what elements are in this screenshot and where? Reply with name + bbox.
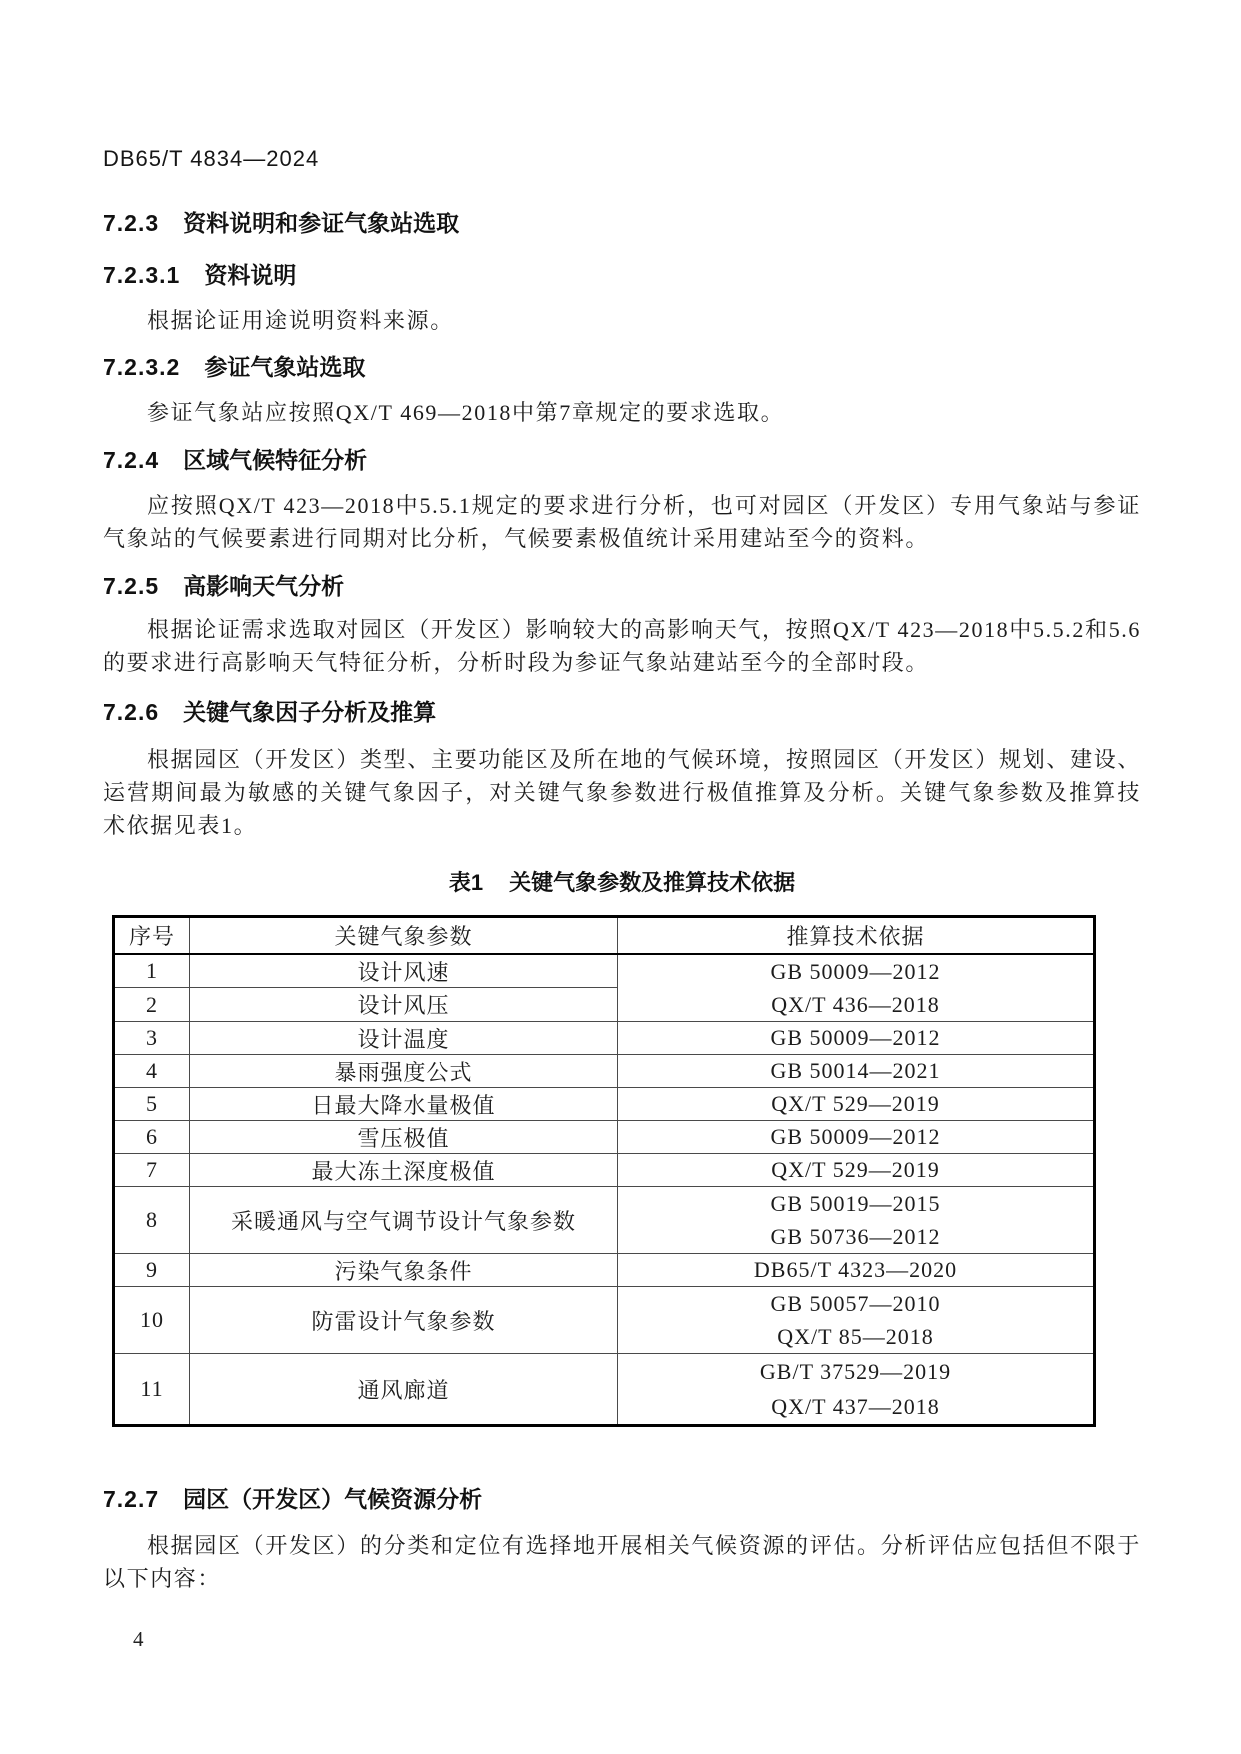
table-row <box>114 1055 1095 1088</box>
table-row <box>114 1088 1095 1121</box>
heading-number: 7.2.3.2 <box>103 354 181 380</box>
paragraph-7-2-7: 根据园区（开发区）的分类和定位有选择地开展相关气候资源的评估。分析评估应包括但不限于以下内容： <box>103 1533 1141 1591</box>
table1-col-param: 关键气象参数 <box>190 917 618 955</box>
cell-seq: 10 <box>114 1287 190 1354</box>
heading-title: 资料说明和参证气象站选取 <box>183 210 460 236</box>
basis-line: GB/T 37529—2019 <box>759 1359 952 1384</box>
paragraph-7-2-3-1: 根据论证用途说明资料来源。 <box>147 308 454 333</box>
cell-param: 最大冻土深度极值 <box>190 1154 618 1187</box>
cell-param: 采暖通风与空气调节设计气象参数 <box>190 1187 618 1254</box>
table-row <box>114 954 1095 988</box>
cell-seq: 4 <box>114 1055 190 1088</box>
heading-number: 7.2.6 <box>103 699 160 725</box>
cell-param: 设计风压 <box>190 988 618 1022</box>
table1-caption-label: 表1 <box>448 870 484 895</box>
cell-param: 日最大降水量极值 <box>190 1088 618 1121</box>
cell-param: 雪压极值 <box>190 1121 618 1154</box>
cell-param: 设计温度 <box>190 1022 618 1055</box>
heading-number: 7.2.4 <box>103 447 160 473</box>
table-row <box>114 1121 1095 1154</box>
table1 <box>112 915 1096 1427</box>
paragraph-7-2-3-2: 参证气象站应按照QX/T 469—2018中第7章规定的要求选取。 <box>147 400 785 425</box>
cell-basis: GB 50009—2012 <box>618 1022 1095 1055</box>
heading-number: 7.2.3 <box>103 210 160 236</box>
heading-number: 7.2.3.1 <box>103 262 181 288</box>
cell-basis: QX/T 529—2019 <box>618 1088 1095 1121</box>
page-content <box>103 0 1141 1653</box>
table-row <box>114 1187 1095 1254</box>
basis-line: QX/T 85—2018 <box>777 1324 934 1349</box>
heading-number: 7.2.5 <box>103 573 160 599</box>
heading-7-2-3-2 <box>103 352 1141 382</box>
cell-param: 通风廊道 <box>190 1354 618 1426</box>
table-row <box>114 1022 1095 1055</box>
cell-seq: 8 <box>114 1187 190 1254</box>
paragraph-7-2-4: 应按照QX/T 423—2018中5.5.1规定的要求进行分析，也可对园区（开发区）专用气象站与参证气象站的气候要素进行同期对比分析，气候要素极值统计采用建站至今的资料。 <box>103 493 1141 551</box>
cell-param: 污染气象条件 <box>190 1254 618 1287</box>
paragraph-7-2-5: 根据论证需求选取对园区（开发区）影响较大的高影响天气，按照QX/T 423—2018中5.5.2和5.6的要求进行高影响天气特征分析，分析时段为参证气象站建站至今的全部时段。 <box>103 617 1141 675</box>
cell-basis: GB 50009—2012 <box>618 1121 1095 1154</box>
basis-line: QX/T 437—2018 <box>771 1394 940 1419</box>
cell-seq: 9 <box>114 1254 190 1287</box>
cell-seq: 6 <box>114 1121 190 1154</box>
table1-caption-title: 关键气象参数及推算技术依据 <box>509 870 796 895</box>
heading-title: 区域气候特征分析 <box>183 447 368 473</box>
basis-line: GB 50009—2012 <box>770 959 941 984</box>
table1-header-row <box>114 917 1095 955</box>
basis-line: GB 50057—2010 <box>770 1291 941 1316</box>
cell-basis: QX/T 529—2019 <box>618 1154 1095 1187</box>
cell-seq: 1 <box>114 954 190 988</box>
table-row <box>114 1254 1095 1287</box>
cell-basis <box>618 1354 1095 1426</box>
heading-7-2-4 <box>103 445 1141 475</box>
cell-basis: DB65/T 4323—2020 <box>618 1254 1095 1287</box>
table1-col-basis: 推算技术依据 <box>618 917 1095 955</box>
table-row <box>114 1354 1095 1426</box>
table-row <box>114 1154 1095 1187</box>
cell-basis <box>618 1187 1095 1254</box>
heading-7-2-6 <box>103 697 1141 727</box>
heading-title: 园区（开发区）气候资源分析 <box>183 1486 483 1512</box>
paragraph-7-2-6: 根据园区（开发区）类型、主要功能区及所在地的气候环境，按照园区（开发区）规划、建设、运营期间最为敏感的关键气象因子，对关键气象参数进行极值推算及分析。关键气象参数及推算技术依据见表1。 <box>103 747 1141 838</box>
cell-basis: GB 50014—2021 <box>618 1055 1095 1088</box>
cell-seq: 3 <box>114 1022 190 1055</box>
heading-title: 资料说明 <box>204 262 297 288</box>
heading-title: 关键气象因子分析及推算 <box>183 699 437 725</box>
table-row <box>114 1287 1095 1354</box>
cell-seq: 2 <box>114 988 190 1022</box>
cell-param: 暴雨强度公式 <box>190 1055 618 1088</box>
cell-basis-merged <box>618 954 1095 1022</box>
page-number: 4 <box>133 1627 144 1651</box>
table1-caption <box>103 868 1141 898</box>
cell-param: 防雷设计气象参数 <box>190 1287 618 1354</box>
heading-title: 参证气象站选取 <box>204 354 366 380</box>
basis-line: GB 50019—2015 <box>770 1191 941 1216</box>
cell-basis <box>618 1287 1095 1354</box>
cell-seq: 11 <box>114 1354 190 1426</box>
heading-title: 高影响天气分析 <box>183 573 345 599</box>
heading-number: 7.2.7 <box>103 1486 160 1512</box>
heading-7-2-7 <box>103 1484 1141 1514</box>
heading-7-2-3 <box>103 208 1141 238</box>
basis-line: GB 50736—2012 <box>770 1224 941 1249</box>
cell-seq: 5 <box>114 1088 190 1121</box>
table1-col-seq: 序号 <box>114 917 190 955</box>
cell-seq: 7 <box>114 1154 190 1187</box>
running-header: DB65/T 4834—2024 <box>103 146 320 171</box>
heading-7-2-3-1 <box>103 260 1141 290</box>
basis-line: QX/T 436—2018 <box>771 992 940 1017</box>
cell-param: 设计风速 <box>190 954 618 988</box>
heading-7-2-5 <box>103 571 1141 601</box>
